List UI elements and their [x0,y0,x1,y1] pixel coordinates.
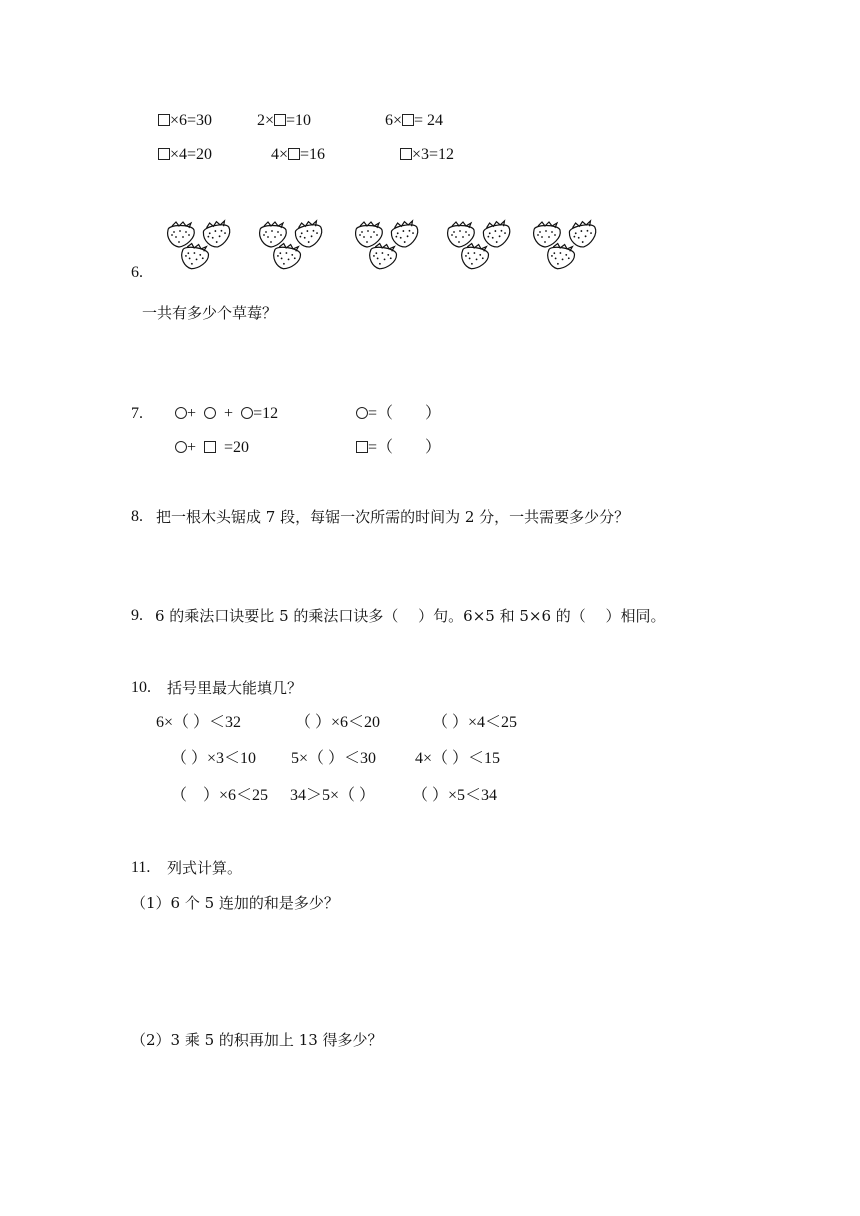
strawberry-icon [567,219,598,249]
strawberry-icon [389,219,420,249]
q10-number: 10. [131,679,151,696]
blank-box[interactable] [400,148,412,160]
circle-symbol [241,407,253,419]
q10-item: （ ）×6＜20 [295,714,381,731]
blank-box[interactable] [402,114,414,126]
q9-number: 9. [131,607,143,624]
q9-text: 6 的乘法口诀要比 5 的乘法口诀多（ ）句。6×5 和 5×6 的（ ）相同。 [155,607,666,625]
strawberry-icon [180,242,210,270]
circle-symbol [175,441,187,453]
strawberry-group [168,219,233,271]
q10-item: 34＞5×（ ） [290,787,376,804]
q10-item: （ ）×4＜25 [432,714,518,731]
strawberry-icon [260,222,287,247]
strawberry-icon [448,222,475,247]
q7-number: 7. [131,405,143,422]
q6-question: 一共有多少个草莓？ [142,304,278,322]
strawberry-groups-image [160,218,605,276]
square-symbol [356,441,368,453]
strawberry-icon [460,242,490,270]
q11-sub-2: （2）3 乘 5 的积再加上 13 得多少？ [131,1031,383,1049]
strawberry-icon [546,242,576,270]
q7-equation-2: + =20 [175,439,249,457]
strawberry-group [448,219,513,271]
square-symbol [204,441,216,453]
q7-answer-circle: =（ ） [356,405,441,423]
strawberry-group [356,219,421,271]
q10-title: 括号里最大能填几？ [167,679,303,697]
q5-eq-5: 4× =16 [271,146,326,163]
q5-eq-1: ×6=30 [158,112,212,130]
q10-item: （ ）×6＜25 [171,787,269,804]
q10-item: 6×（ ）＜32 [156,714,242,731]
q7-answer-square: =（ ） [356,439,441,457]
strawberry-icon [481,219,512,249]
strawberry-icon [534,222,561,247]
q11-title: 列式计算。 [167,859,243,877]
q5-eq-6: ×3=12 [400,146,454,164]
strawberry-icon [293,219,324,249]
strawberry-group [260,219,325,271]
q8-number: 8. [131,508,143,525]
q11-sub-1: （1）6 个 5 连加的和是多少？ [131,894,339,912]
q8-text: 把一根木头锯成 7 段，每锯一次所需的时间为 2 分，一共需要多少分？ [156,508,630,526]
q5-eq-2: 2× =10 [257,112,312,129]
q10-item: （ ）×3＜10 [171,750,257,767]
circle-symbol [356,407,368,419]
q11-number: 11. [131,859,151,876]
q10-item: 5×（ ）＜30 [291,750,377,767]
q5-eq-3: 6× = 24 [385,112,444,129]
blank-box[interactable] [288,148,300,160]
q10-item: （ ）×5＜34 [412,787,498,804]
q7-equation-1: + + =12 [175,405,278,423]
circle-symbol [204,407,216,419]
blank-box[interactable] [158,114,170,126]
blank-box[interactable] [274,114,286,126]
strawberry-icon [356,222,383,247]
strawberry-icon [201,219,232,249]
blank-box[interactable] [158,148,170,160]
q5-eq-4: ×4=20 [158,146,212,164]
q10-item: 4×（ ）＜15 [415,750,501,767]
q6-number: 6. [131,264,143,281]
strawberry-icon [168,222,195,247]
strawberry-icon [368,242,398,270]
strawberry-group [534,219,599,271]
strawberry-icon [272,242,302,270]
circle-symbol [175,407,187,419]
